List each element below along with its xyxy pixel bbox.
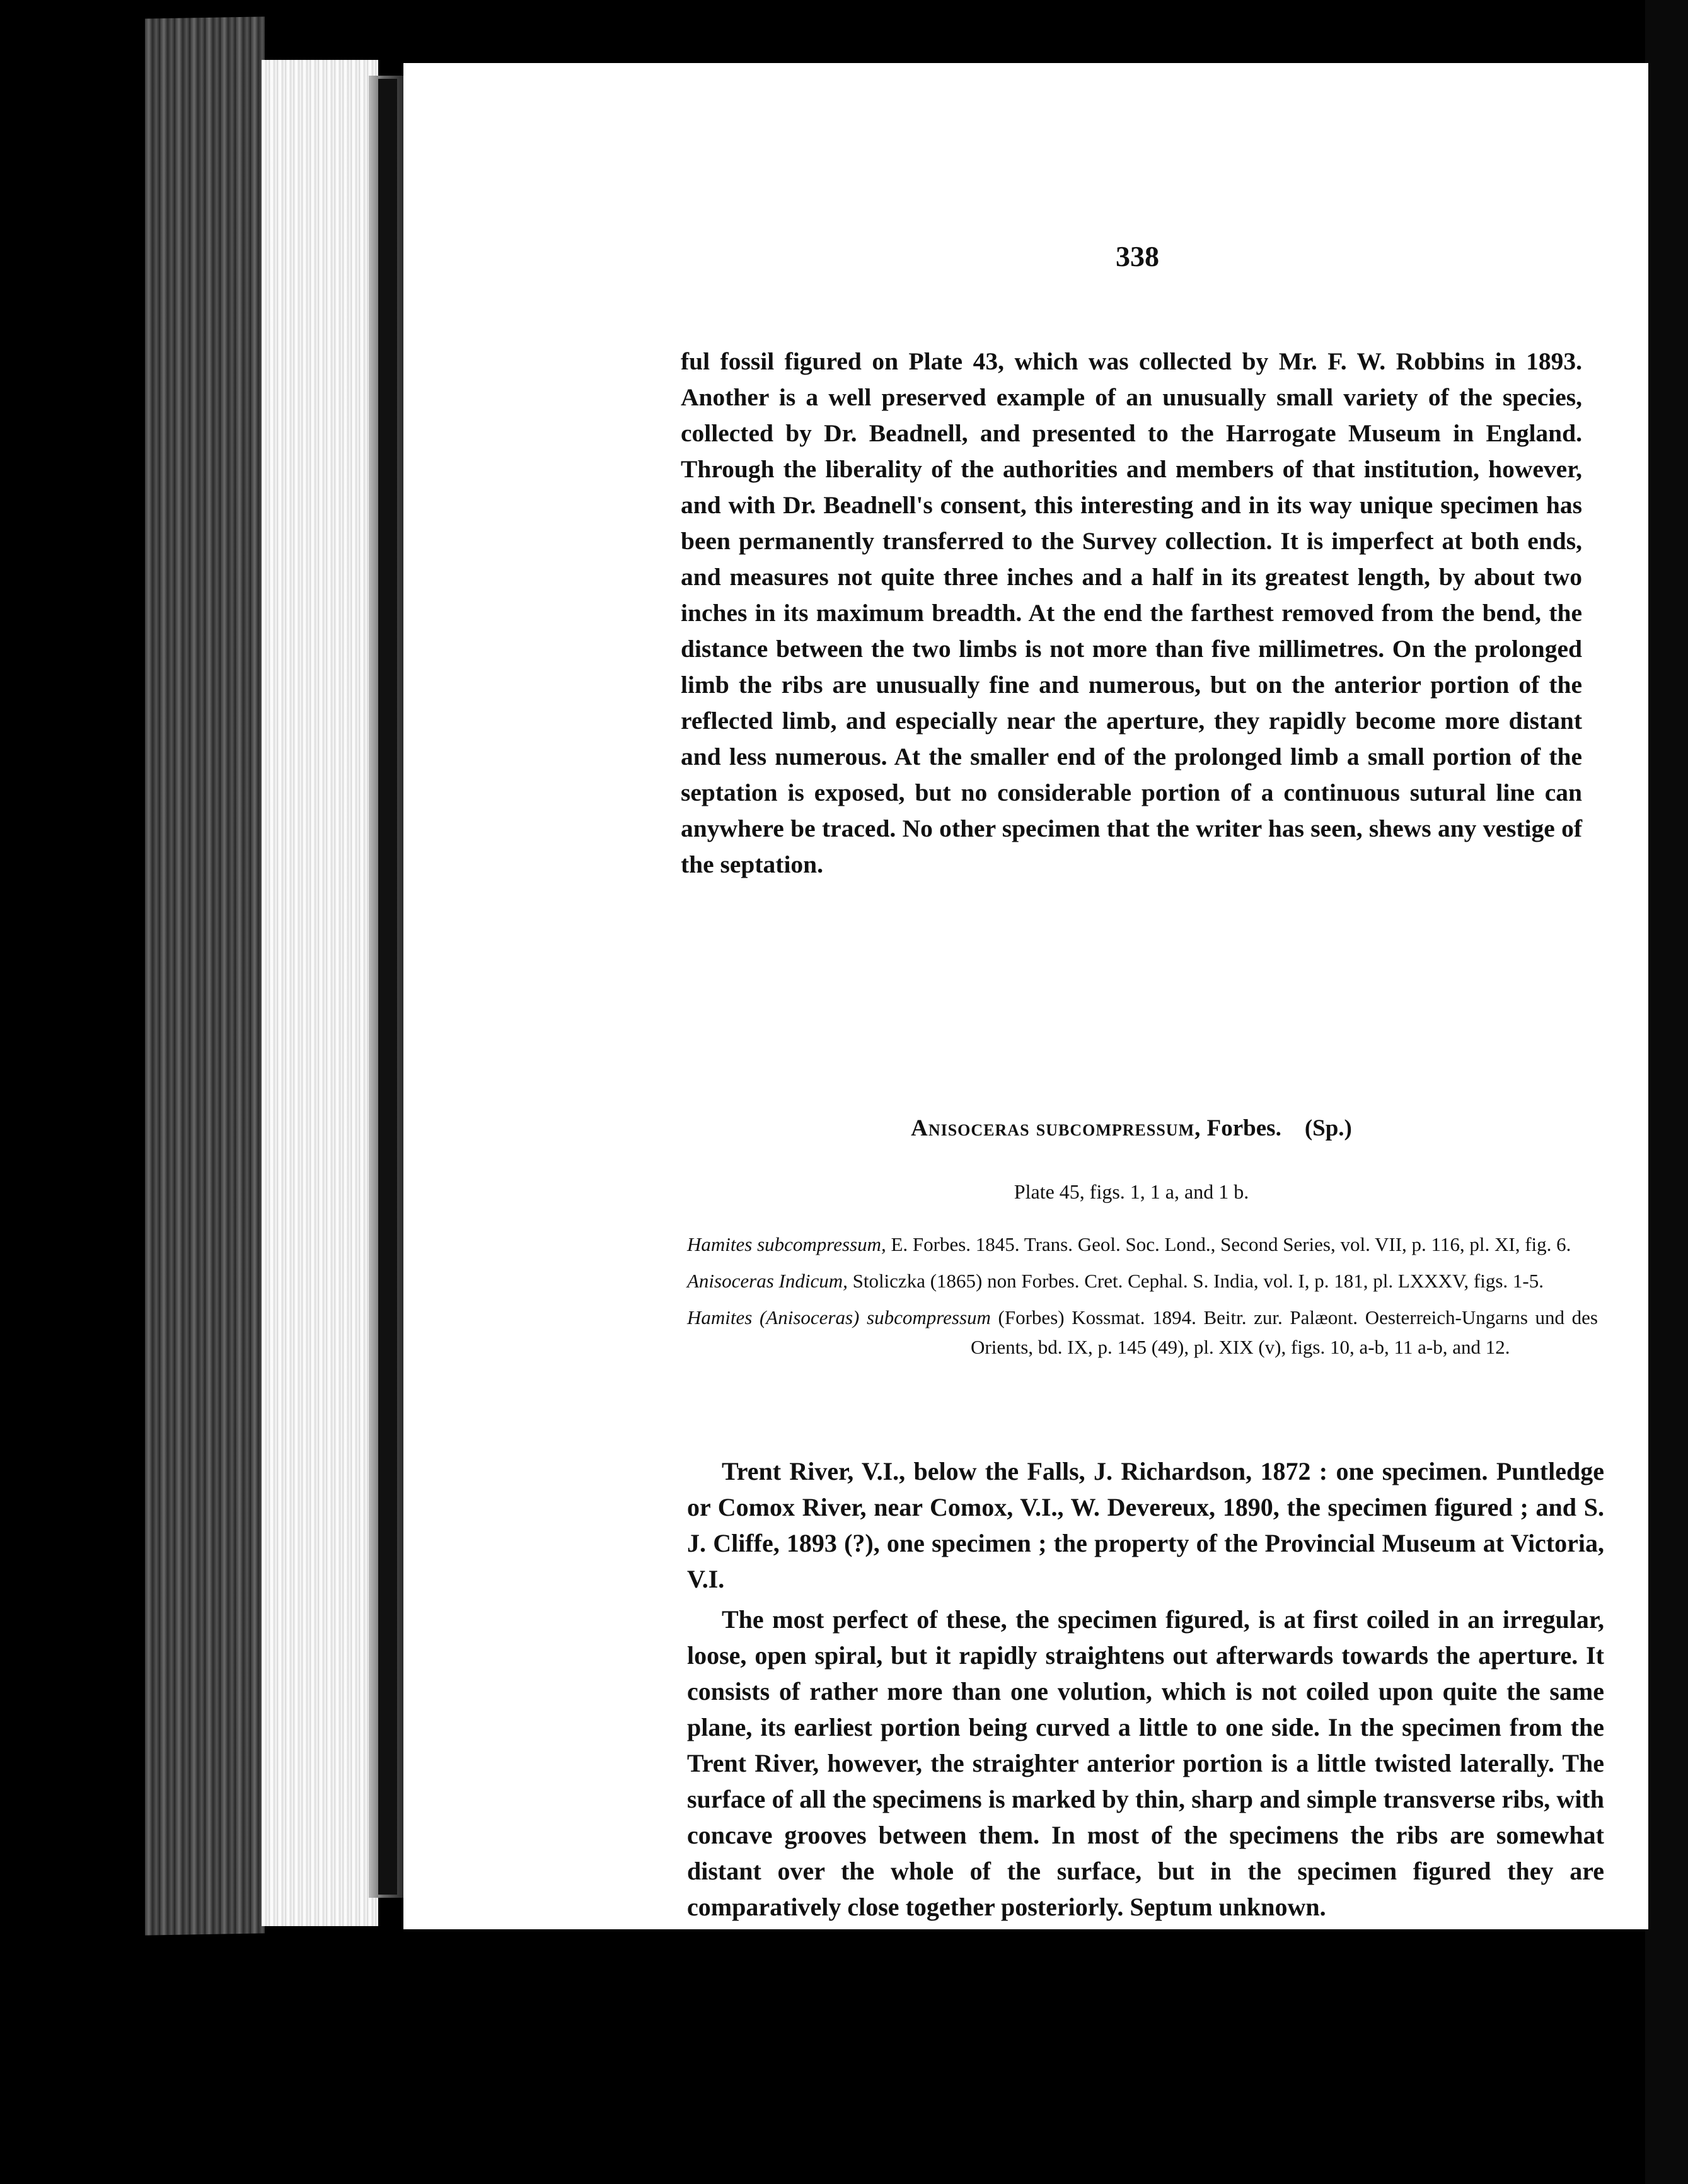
synonym-reference: E. Forbes. 1845. Trans. Geol. Soc. Lond., Second Series, vol. VII, p. 116, pl. XI, fig. 6. [891,1233,1571,1255]
species-author: Forbes. [1206,1115,1281,1141]
plate-reference: Plate 45, figs. 1, 1 a, and 1 b. [1014,1180,1249,1203]
intro-paragraph: ful fossil figured on Plate 43, which was collected by Mr. F. W. Robbins in 1893. Another is a well preserved example of an unusually small variety of the species, collected by Dr. Beadnell, and presented to the Harrogate Museum in England. Through the liberality of the authorities and members of that institution, however, and with Dr. Beadnell's consent, this interesting and in its way unique specimen has been permanently transferred to the Survey collection. It is imperfect at both ends, and measures not quite three inches and a half in its greatest length, by about two inches in its maximum breadth. At the end the farthest removed from the bend, the distance between the two limbs is not more than five millimetres. On the prolonged limb the ribs are unusually fine and numerous, but on the anterior portion of the reflected limb, and especially near the aperture, they rapidly become more distant and less numerous. At the smaller end of the prolonged limb a small portion of the septation is exposed, but no considerable portion of a continuous sutural line can anywhere be traced. No other specimen that the writer has seen, shews any vestige of the septation. [681,347,1582,878]
synonym-name: Hamites subcompressum, [687,1233,886,1255]
synonymy-list [687,1229,1598,1369]
species-suffix: (Sp.) [1304,1115,1352,1141]
right-background [1645,0,1688,2184]
description-paragraph [687,1601,1604,1925]
synonymy-entry [687,1229,1598,1259]
book-binding-edge [145,16,265,1935]
species-heading [681,1115,1582,1142]
synonymy-entry [687,1303,1598,1362]
page-stack-edge [262,60,378,1926]
description-text: The most perfect of these, the specimen figured, is at first coiled in an irregular, loose, open spiral, but it rapidly straightens out afterwards towards the aperture. It consists of rather more than one volution, which is not coiled upon quite the same plane, its earliest portion being curved a little to one side. In the specimen from the Trent River, however, the straighter anterior portion is a little twisted laterally. The surface of all the specimens is marked by thin, sharp and simple transverse ribs, with concave grooves between them. In most of the specimens the ribs are somewhat distant over the whole of the surface, but in the specimen figured they are comparatively close together posteriorly. Septum unknown. [687,1605,1604,1921]
synonym-reference: (Forbes) Kossmat. 1894. Beitr. zur. Palæont. Oesterreich-Ungarns und des Orients, bd. IX, p. 145 (49), pl. XIX (v), figs. 10, a-b, 11 a-b, and 12. [971,1306,1598,1358]
page-border [378,79,397,1895]
synonymy-entry [687,1266,1598,1296]
localities-text: Trent River, V.I., below the Falls, J. Richardson, 1872 : one specimen. Puntledge or Comox River, near Comox, V.I., W. Devereux, 1890, the specimen figured ; and S. J. Cliffe, 1893 (?), one specimen ; the property of the Provincial Museum at Victoria, V.I. [687,1457,1604,1593]
page-number: 338 [1116,240,1159,272]
synonym-reference: Stoliczka (1865) non Forbes. Cret. Cephal. S. India, vol. I, p. 181, pl. LXXXV, figs. 1-5. [852,1270,1544,1292]
synonym-name: Anisoceras Indicum, [687,1270,848,1292]
synonym-name: Hamites (Anisoceras) subcompressum [687,1306,991,1328]
page-sheet [403,63,1648,1929]
localities-paragraph [687,1453,1604,1597]
species-name: Anisoceras subcompressum, [911,1115,1201,1141]
